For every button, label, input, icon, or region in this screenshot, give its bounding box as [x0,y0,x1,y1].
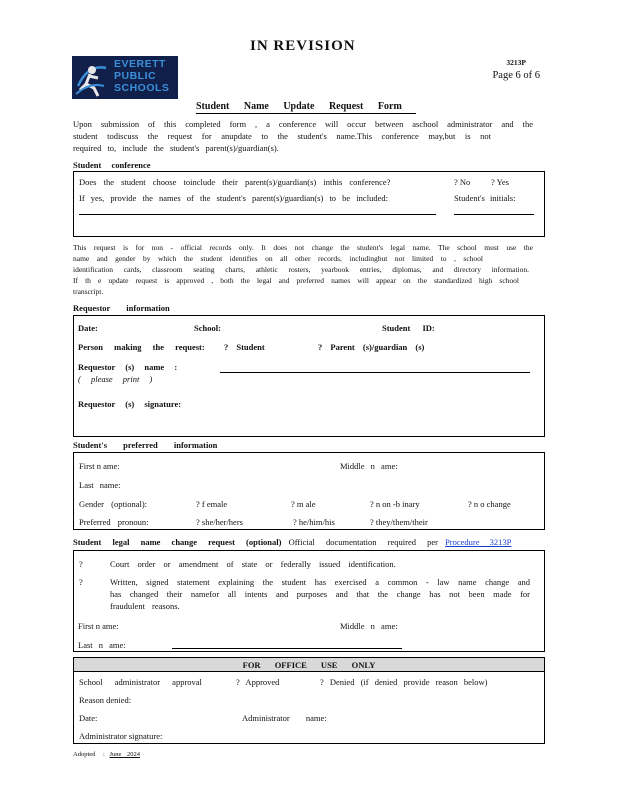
procedure-link[interactable]: Procedure 3213P [445,537,512,547]
conference-no-checkbox[interactable]: ? No [454,177,471,187]
notice-line-4: If th e update request is approved , both the legal and preferred names will appear on the standardized high school [73,276,519,285]
written-statement-line-2: has changed their namefor all intents and purposes and that the change has not been made for [110,589,530,599]
adopted-label: Adopted : [73,751,105,758]
preferred-heading: Student's preferred information [73,440,218,450]
court-order-label: Court order or amendment of state or federally issued identification. [110,559,396,569]
requestor-school-label: School: [194,323,221,333]
requestor-student-checkbox[interactable]: ? Student [224,342,265,352]
preferred-section [73,452,545,530]
logo-line-1: EVERETT [114,58,166,70]
page-number: Page 6 of 6 [492,70,540,81]
intro-line-2: student todiscuss the request for anupdate to the student's name.This conference may,but is not [73,131,491,141]
requestor-section [73,315,545,437]
approved-checkbox[interactable]: ? Approved [236,677,280,687]
requestor-name-hint: ( please print ) [78,374,153,384]
conference-yes-checkbox[interactable]: ? Yes [491,177,509,187]
legal-first-name-label: First n ame: [78,621,119,631]
legal-last-name-label: Last n ame: [78,640,126,650]
denied-checkbox[interactable]: ? Denied (if denied provide reason below) [320,677,488,687]
revision-status: IN REVISION [250,38,356,54]
office-heading: FOR OFFICE USE ONLY [242,660,376,670]
policy-number: 3213P [506,58,526,67]
conference-section [73,171,545,237]
pronoun-he-checkbox[interactable]: ? he/him/his [293,517,335,527]
requestor-heading: Requestor information [73,303,170,313]
written-statement-line-3: fraudulent reasons. [110,601,180,611]
office-section [73,657,545,744]
conference-heading: Student conference [73,160,151,170]
office-date-label: Date: [79,713,98,723]
legal-heading: Student legal name change request (optional) [73,537,282,547]
conference-question: Does the student choose toinclude their parent(s)/guardian(s) inthis conference? [79,177,391,187]
legal-last-name-field[interactable] [172,648,402,649]
gender-label: Gender (optional): [79,499,148,509]
intro-line-3: required to, include the student's parent(s)/guardian(s). [73,143,279,153]
pronoun-label: Preferred pronoun: [79,517,149,527]
preferred-last-name-label: Last name: [79,480,121,490]
requestor-signature-label: Requestor (s) signature: [78,399,182,409]
preferred-middle-name-label: Middle n ame: [340,461,398,471]
pronoun-they-checkbox[interactable]: ? they/them/their [370,517,428,527]
requestor-name-field[interactable] [220,372,530,373]
notice-line-3: identification cards, classroom seating charts, athletic rosters, yearbook entries, diplomas, and directory information. [73,265,529,274]
guardian-names-prompt: If yes, provide the names of the student's parent(s)/guardian(s) to be included: [79,193,388,203]
admin-name-label: Administrator name: [242,713,327,723]
student-initials-field[interactable] [454,214,534,215]
written-statement-line-1: Written, signed statement explaining the student has exercised a common - law name change and [110,577,530,587]
gender-male-checkbox[interactable]: ? m ale [291,499,316,509]
admin-approval-label: School administrator approval [79,677,202,687]
notice-line-1: This request is for non - official records only. It does not change the student's legal name. The school must use the [73,243,533,252]
legal-section [73,550,545,652]
gender-no-change-checkbox[interactable]: ? n o change [468,499,511,509]
preferred-first-name-label: First n ame: [79,461,120,471]
requestor-date-label: Date: [78,323,98,333]
guardian-names-field[interactable] [79,214,436,215]
adopted-footer [73,751,140,758]
admin-signature-label: Administrator signature: [79,731,163,741]
logo-line-2: PUBLIC [114,70,157,82]
reason-denied-label: Reason denied: [79,695,132,705]
student-initials-label: Student's initials: [454,193,516,203]
student-id-label: Student ID: [382,323,435,333]
legal-middle-name-label: Middle n ame: [340,621,398,631]
form-title: Student Name Update Request Form [196,101,402,112]
adopted-date: June 2024 [109,751,140,758]
requestor-name-label: Requestor (s) name : [78,362,178,372]
intro-line-1: Upon submission of this completed form , a conference will occur between aschool administrator and the [73,119,533,129]
person-making-request-label: Person making the request: [78,342,205,352]
notice-line-2: name and gender by which the student identifies on all other records, includingbut not limited to , school [73,254,483,263]
gender-female-checkbox[interactable]: ? f emale [196,499,228,509]
logo-line-3: SCHOOLS [114,82,170,94]
written-statement-checkbox[interactable]: ? [79,577,83,587]
pronoun-she-checkbox[interactable]: ? she/her/hers [196,517,243,527]
runner-logo-icon [72,56,112,99]
legal-doc-text: Official documentation required per [288,537,438,547]
legal-heading-row [73,537,533,547]
district-logo [72,56,178,99]
gender-nonbinary-checkbox[interactable]: ? n on -b inary [370,499,420,509]
requestor-parent-checkbox[interactable]: ? Parent (s)/guardian (s) [318,342,425,352]
notice-line-5: transcript. [73,287,104,296]
court-order-checkbox[interactable]: ? [79,559,83,569]
